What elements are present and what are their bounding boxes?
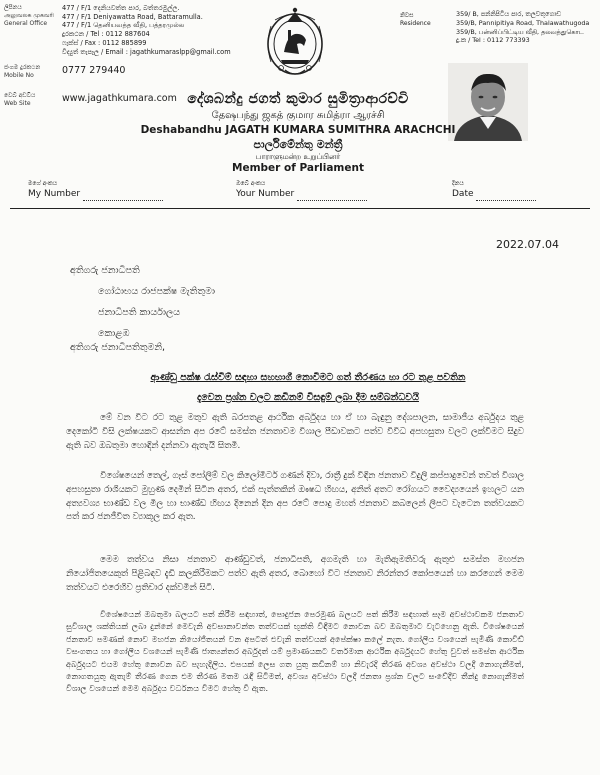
name-english: Deshabandhu JAGATH KUMARA SUMITHRA ARACHCHI <box>140 124 456 136</box>
title-english: Member of Parliament <box>232 162 364 174</box>
mobile-label-si: ජංගම දුරකථන <box>4 64 41 72</box>
office-address-row <box>4 4 234 56</box>
body-paragraph: විශේෂයෙන් ඔබතුමා බලයට පත් කිරීම සඳහාත්, පොදුජන පෙරමුණ බලයට පත් කිරීම සඳහාත් සෑම අවස්ථාවකම ජනතාව සුවිශාල ශක්තියක් ලබා දුන්නේ මෙවැනි අවසානාවන්ත තත්වයක් භුක්ති විඳීමට නොවන බව ඔබතුමාට වැටහෙනු ඇති. විශේෂයෙන් ජනතාව පමණක් නොව මහජන නියෝජිතයන් වන අපටත් එවැනි තත්වයක් අපේක්ෂා කලේ නැත. ගෝලීය වශයෙන් පැමිණි කොවිඩ් වසංගතය හා ගෝලීය වශයෙන් පැමිණි ජාත්‍යන්තර අර්බුදත් යම් ප්‍රමාණයකට වර්තමාන ආර්ථික අර්බුදයට හේතු වුවත් සමස්ත ආර්ථික අර්බුදයට එයම හේතු නොවන බව පැහැදිලිය. එපයක් ලෙස ගත යුතු කඩිනම් හා නිවැරදි තීරණ අවශ්‍ය අවස්ථා වලදී නොගැනීමත්, නොගතයුතු ඇතැම් තීරණ ගෙන එම තීරණ මතම රැඳී සිටීමත්, අවශ්‍ය අවස්ථා වලදී ජනතා ප්‍රශ්න වලට සංවේදීව තීන්දු නොගැනීමත් විශාල වශයෙන් මෙම අර්බුදය වර්ධනය වීමට හේතු වී ඇත. <box>66 609 524 694</box>
title-sinhala: පාර්ලිමේන්තු මන්ත්‍රී <box>253 138 343 151</box>
office-phone: දුරකථන / Tel : 0112 887604 <box>62 30 150 39</box>
office-line: 477 / F/1 දෙනියවත්ත පාර, බත්තරමුල්ල. <box>62 4 180 12</box>
office-label-en: General Office <box>4 20 48 27</box>
your-number-label-en: Your Number <box>236 189 295 199</box>
subject-line: ආණ්ඩු පක්ෂ රැස්වීම් සඳහා සහභාගී නොවීමට ගත් තීරණය හා රට තුළ පවතින <box>150 372 466 383</box>
my-number-label-si: මගේ අංකය <box>28 180 58 187</box>
title-tamil: பாராளுமன்ற உறுப்பினர் <box>255 152 341 161</box>
addressee-line: ගෝඨාභය රාජපක්ෂ මැතිතුමා <box>98 286 216 297</box>
website-link[interactable]: www.jagathkumara.com <box>62 93 177 105</box>
letter-date: 2022.07.04 <box>496 238 559 251</box>
residence-phone: දු.ක / Tel : 0112 773393 <box>456 36 530 45</box>
residence-line: 359/B, Pannipitiya Road, Thalawathugoda <box>456 18 590 27</box>
portrait-photo <box>448 63 528 141</box>
residence-label-si: නිවස <box>400 12 414 19</box>
salutation: අතිගරු ජනාධිපතිතුමනි, <box>70 342 166 353</box>
my-number-label <box>28 188 163 201</box>
body-paragraph: මෙම තත්වය නිසා ජනතාව ආණ්ඩුවත්, ජනාධිපති, අගමැති හා මැතිඇමතිවරු ඇතුළු සමස්ත මහජන නියෝජිතයෙකුත් පිළිබඳව දැඩි කලකිරීමකට පත්ව ඇති අතර, බොහෝ විට ජනතාව නිරන්තර කෝපයෙන් හා කරගෙන් මෙම තත්වයට එරෙහිව ප්‍රතිචාර දක්වමින් සිටී. <box>66 555 524 593</box>
office-label <box>4 4 62 56</box>
web-label-en: Web Site <box>4 100 31 108</box>
date-dots <box>476 188 536 201</box>
office-line: 477 / F/1 Deniyawatta Road, Battaramulla. <box>62 12 203 21</box>
member-name <box>138 90 458 137</box>
date-label-si: දිනය <box>452 180 464 187</box>
mobile-label-en: Mobile No <box>4 72 34 80</box>
your-number-label <box>236 188 367 201</box>
letterhead-divider <box>10 208 590 209</box>
residence-label <box>400 12 450 28</box>
residence-line: 359/ B, පන්නිපිටිය පාර, තලවතුගොඩ <box>456 10 562 18</box>
residence-label-en: Residence <box>400 20 431 27</box>
name-tamil: தேஷபந்து ஜகத் குமார சுமித்ரா ஆரச்சி <box>211 110 385 121</box>
date-label <box>452 188 536 201</box>
web-label <box>4 92 62 108</box>
member-title <box>188 138 408 175</box>
my-number-dots <box>83 188 163 201</box>
office-address <box>62 4 234 56</box>
addressee-block <box>70 260 215 344</box>
subject-line: දැවෙන ප්‍රශ්න වලට කඩිනම් විසඳුම් ලබා දීම සම්බන්ධවයි <box>197 392 419 403</box>
date-field <box>452 180 536 201</box>
office-label-si: ලිපිනය <box>4 4 22 11</box>
office-email: විද්‍යුත් තැපෑල / Email : jagathkumaraslpp@gmail.com <box>62 47 231 56</box>
residence-line: 359/B, பன்னிப்பிட்டிய வீதி, தலவத்துகொட <box>456 27 584 36</box>
addressee-line: අතිගරු ජනාධිපති <box>70 265 140 276</box>
mobile-number: 0777 279440 <box>62 65 126 77</box>
body-paragraph: මේ වන විට රට තුළ මතුව ඇති බරපතළ ආර්ථික අර්බුදය හා ඒ හා බැඳුනු දේශපාලන, සාමාජීය අර්බුදය තුළ දෙකෝටි විසි ලක්ෂයකට ආසන්න අප රටේ සමස්ත ජනතාවම විශාල පීඩාවකට පත්ව විවිධ අපහසුතා වලට ලක්වීමට සිදුව ඇති බව ඔබතුමා හොඳින් දන්නවා ඇතැයි සිතමි. <box>66 413 524 451</box>
your-number-label-si: ඔබේ අංකය <box>236 180 266 187</box>
addressee-line: ජනාධිපති කාර්යාලය <box>98 307 181 318</box>
mobile-label <box>4 64 62 80</box>
residence-address <box>456 10 596 45</box>
office-fax: ෆැක්ස් / Fax : 0112 885899 <box>62 38 147 47</box>
office-line: 477 / F/1 தெனியவத்த வீதி, பத்தரமுல்ல <box>62 21 185 30</box>
my-number-label-en: My Number <box>28 189 81 199</box>
your-number-dots <box>297 188 367 201</box>
name-sinhala: දේශබන්දු ජගත් කුමාර සුමිත්‍රාආරච්චි <box>187 91 409 107</box>
your-number-field <box>236 180 367 201</box>
sri-lanka-emblem-icon <box>257 6 333 80</box>
my-number-field <box>28 180 163 201</box>
office-label-ta: அலுவலக முகவரி <box>4 12 54 19</box>
letter-subject <box>98 368 518 408</box>
addressee-line: කොළඹ <box>98 328 130 339</box>
web-label-si: වෙබ් අඩවිය <box>4 92 36 100</box>
body-paragraph: විශේෂයෙන් තෙල්, ගෑස් පෝලිම් වල කිලෝමීටර් ගණන් දිවා, රාත්‍රී දුක් විඳින ජනතාව විදුලි කප්පාදුවෙන් තවත් විශාල අපහසුතා රාශියකට මුහුණ දෙමින් සිටින අතර, එක් පැත්තකින් ඖෂධ හිඟය, අනිත් අතට රෝගයට වෛද්‍යයෙන් ඉහලට යන අත්‍යවශ්‍ය භාණ්ඩ වල මිල හා භාණ්ඩ හිඟය දිනෙන් දින අප රටේ පොදු මහත් ජනතාව කබලෙන් ලිපට වැටෙන තත්වයකට පත් කර ජනජීවිත ව්‍යාකූල කර ඇත. <box>66 471 524 523</box>
mobile-row <box>4 64 234 80</box>
date-label-en: Date <box>452 189 474 199</box>
